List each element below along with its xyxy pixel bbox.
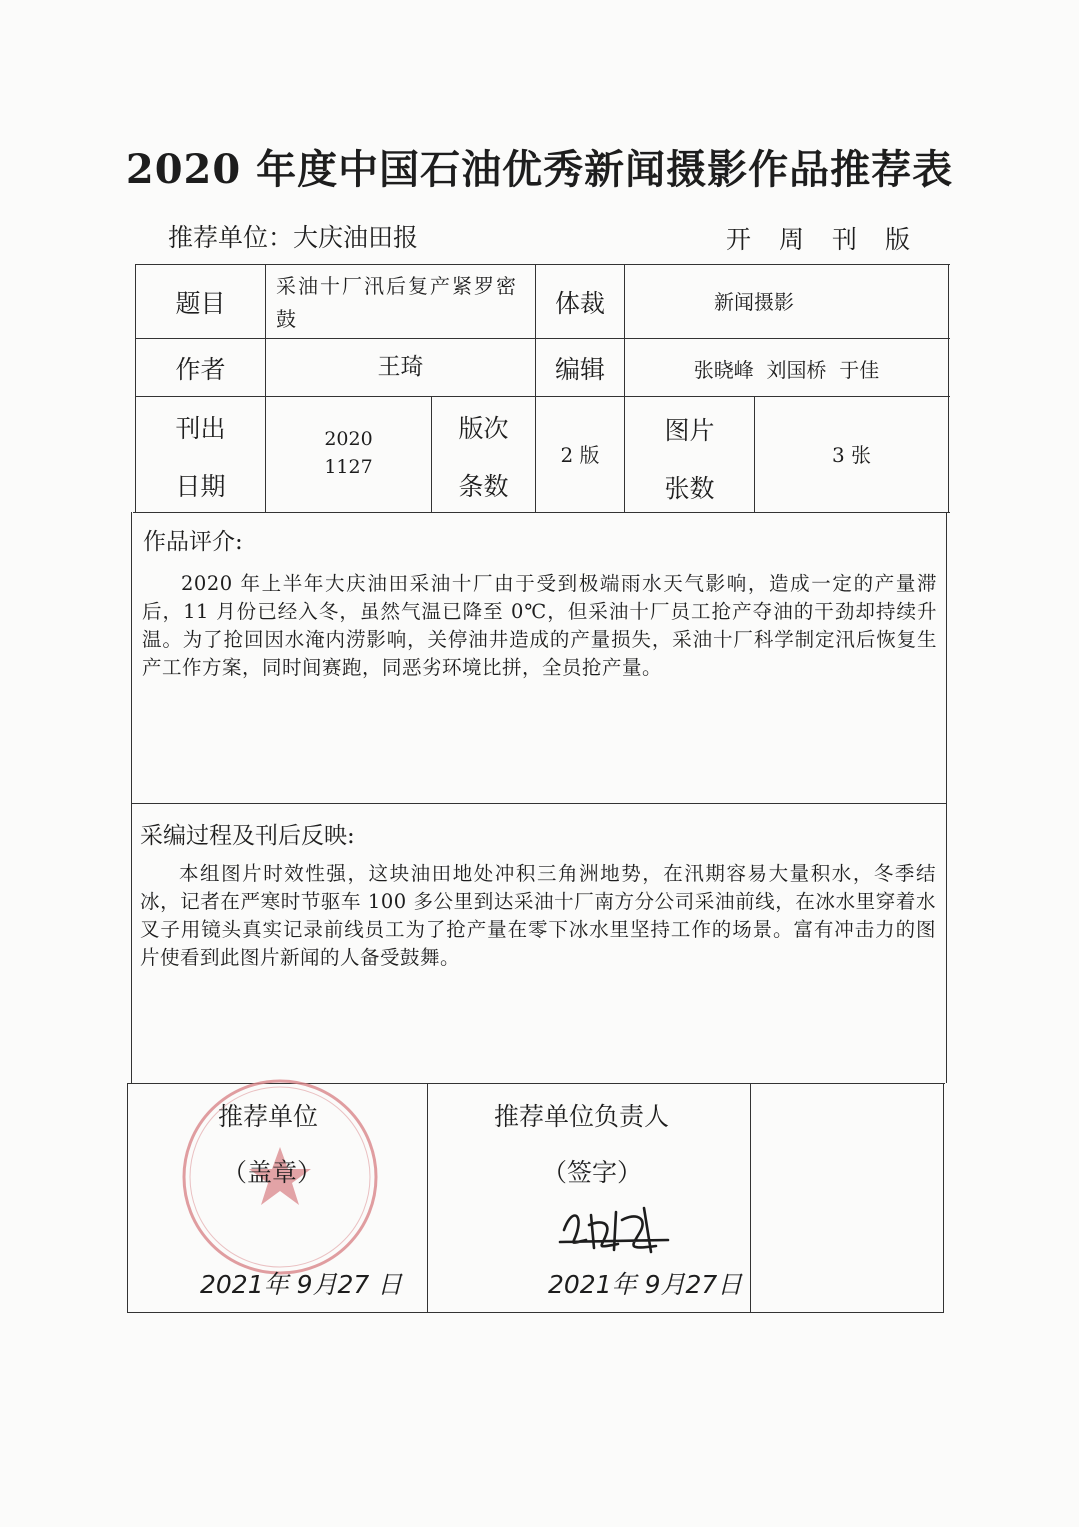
unit-leader-label: 推荐单位负责人 (494, 1102, 670, 1131)
title-label: 题目 (175, 288, 226, 318)
process-text: 本组图片时效性强，这块油田地处冲积三角洲地势，在汛期容易大量积水，冬季结冰，记者在严寒时节驱车 100 多公里到达采油十厂南方分公司采油前线，在冰水里穿着水叉子用镜头真实记录前线员工为了抢产量在零下冰水里坚持工作的场景。富有冲击力的图片使看到此图片新闻的人备受鼓舞。 (140, 862, 936, 969)
unit-date: 2021年 9月27 日 (200, 1270, 403, 1299)
publish-date-label (136, 397, 265, 512)
process-heading: 采编过程及刊后反映: (140, 823, 355, 849)
page-count-value: 2 版 (560, 442, 600, 467)
genre-label: 体裁 (554, 288, 605, 318)
review-heading: 作品评介: (143, 529, 243, 555)
publish-date-value-line2: 1127 (324, 456, 373, 478)
seal-label: （盖章） (222, 1158, 323, 1187)
handwritten-signature (556, 1200, 676, 1255)
leader-date: 2021年 9月27日 (548, 1270, 743, 1299)
recommending-unit-line (168, 218, 418, 254)
publish-date-label-line2: 日期 (175, 472, 226, 501)
recommending-unit-sign-label: 推荐单位 (218, 1102, 319, 1131)
review-text: 2020 年上半年大庆油田采油十厂由于受到极端雨水天气影响，造成一定的产量滞后，11 月份已经入冬，虽然气温已降至 0℃，但采油十厂员工抢产夺油的干劲却持续升温。为了抢回因水淹内涝影响，关停油井造成的产量损失，采油十厂科学制定汛后恢复生产工作方案，同时间赛跑，同恶劣环境比拼，全员抢产量。 (142, 572, 937, 679)
work-title-value: 采油十厂汛后复产紧罗密鼓 (276, 274, 518, 331)
picture-count-label-line1: 图片 (664, 416, 715, 445)
recommending-unit-label: 推荐单位： (168, 223, 294, 252)
recommending-unit-value: 大庆油田报 (293, 223, 419, 252)
editor-value: 张晓峰 刘国桥 于佳 (693, 358, 880, 382)
author-label: 作者 (175, 354, 226, 384)
edition-label: 开周刊版 (726, 225, 939, 254)
author-value: 王琦 (377, 354, 424, 381)
picture-count-label-line2: 张数 (664, 474, 715, 503)
page-count-label-line1: 版次 (458, 414, 509, 443)
picture-count-label (625, 397, 754, 512)
page-count-label-line2: 条数 (458, 472, 509, 501)
picture-count-value: 3 张 (831, 442, 872, 467)
publish-date-label-line1: 刊出 (175, 414, 226, 443)
publish-date-value (266, 397, 431, 512)
editor-label: 编辑 (554, 354, 605, 384)
signature-label: （签字） (542, 1158, 643, 1187)
page-count-label (432, 397, 535, 512)
page-title: 2020 年度中国石油优秀新闻摄影作品推荐表 (125, 146, 954, 193)
genre-value: 新闻摄影 (714, 289, 794, 314)
publish-date-value-line1: 2020 (324, 428, 373, 450)
